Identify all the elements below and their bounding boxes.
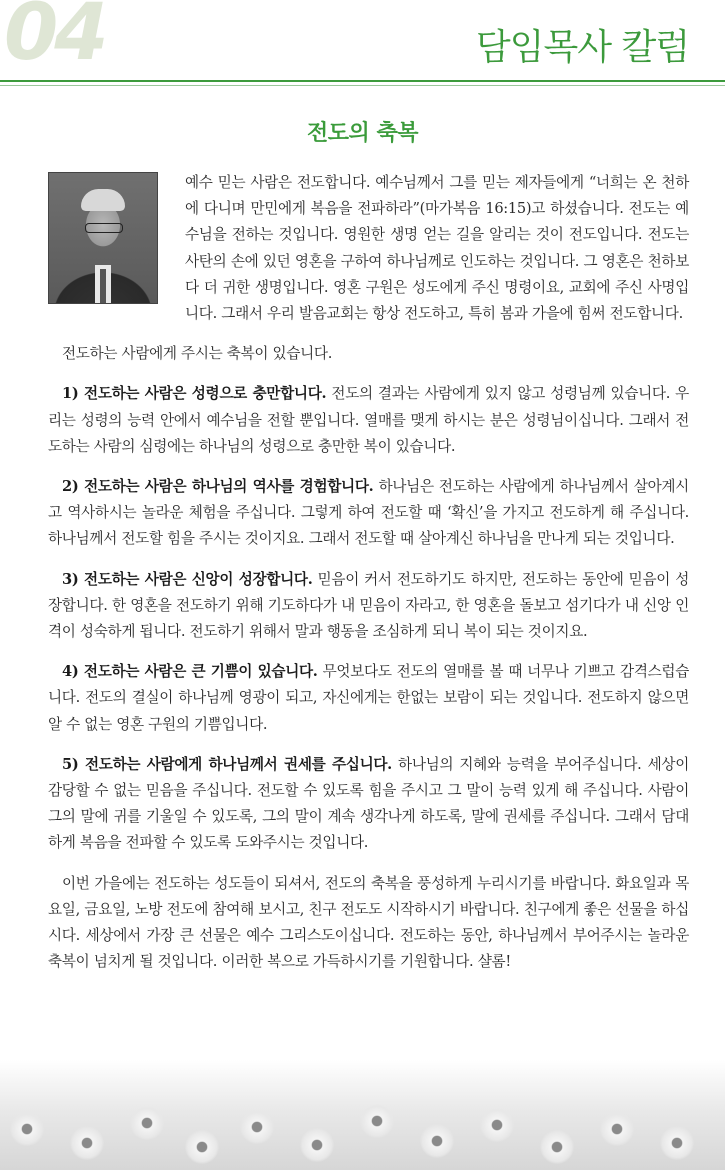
flower-icon	[185, 1130, 219, 1164]
flower-icon	[10, 1112, 44, 1146]
flower-icon	[480, 1108, 514, 1142]
point-heading-5: 5) 전도하는 사람에게 하나님께서 권세를 주십니다.	[62, 755, 392, 773]
point-heading-1: 1) 전도하는 사람은 성령으로 충만합니다.	[62, 385, 327, 403]
article-title: 전도의 축복	[307, 121, 418, 146]
portrait-space	[48, 170, 185, 306]
section-title: 담임목사 칼럼	[475, 27, 689, 68]
article-body	[48, 170, 689, 989]
flower-icon	[600, 1112, 634, 1146]
point-paragraph-2	[48, 474, 689, 553]
flower-icon	[240, 1110, 274, 1144]
point-paragraph-1	[48, 381, 689, 460]
point-heading-2: 2) 전도하는 사람은 하나님의 역사를 경험합니다.	[62, 478, 374, 496]
flower-icon	[130, 1106, 164, 1140]
flower-icon	[360, 1104, 394, 1138]
point-text-5: 하나님의 지혜와 능력을 부어주십니다. 세상이 감당할 수 없는 믿음을 주십니다. 전도할 수 있도록 힘을 주시고 그 말이 능력 있게 해 주십니다. 사람이 그의 말에 귀를 기울일 수 있도록, 그의 말이 계속 생각나게 하도록, 말에 권세를 주십니다. 그래서 담대하게 복음을 전파할 수 있도록 도와주시는 것입니다.	[48, 755, 689, 852]
point-heading-3: 3) 전도하는 사람은 신앙이 성장합니다.	[62, 570, 313, 588]
point-text-3: 믿음이 커서 전도하기도 하지만, 전도하는 동안에 믿음이 성장합니다. 한 영혼을 전도하기 위해 기도하다가 내 믿음이 자라고, 한 영혼을 돌보고 섬기다가 내 신앙 인격이 성숙하게 됩니다. 전도하기 위해서 말과 행동을 조심하게 되니 복이 되는 것이지요.	[48, 570, 689, 641]
page-number: 04	[4, 0, 105, 78]
flower-icon	[660, 1126, 694, 1160]
point-text-1: 전도의 결과는 사람에게 있지 않고 성령님께 있습니다. 우리는 성령의 능력 안에서 예수님을 전할 뿐입니다. 열매를 맺게 하시는 분은 성령님이십니다. 그래서 전도하는 사람의 심령에는 하나님의 성령으로 충만한 복이 있습니다.	[48, 385, 689, 455]
point-paragraph-4	[48, 659, 689, 738]
footer-flowers	[0, 1060, 725, 1170]
intro-paragraph: 예수 믿는 사람은 전도합니다. 예수님께서 그를 믿는 제자들에게 “너희는 온 천하에 다니며 만민에게 복음을 전파하라”(마가복음 16:15)고 하셨습니다. 전도는 예수님을 전하는 것입니다. 영원한 생명 얻는 길을 알리는 것이 전도입니다. 전도는 사탄의 손에 있던 영혼을 구하여 하나님께로 인도하는 것입니다. 그 영혼은 천하보다 더 귀한 생명입니다. 영혼 구원은 성도에게 주신 명령이요, 교회에 주신 사명입니다. 그래서 우리 발음교회는 항상 전도하고, 특히 봄과 가을에 힘써 전도합니다.	[185, 174, 689, 323]
flower-icon	[540, 1130, 574, 1164]
point-text-2: 하나님은 전도하는 사람에게 하나님께서 살아계시고 역사하시는 놀라운 체험을 주십니다. 그렇게 하여 전도할 때 ‘확신’을 가지고 전도하게 해 주십니다. 하나님께서 전도할 힘을 주시는 것이지요. 그래서 전도할 때 살아계신 하나님을 만나게 되는 것입니다.	[48, 478, 689, 548]
point-paragraph-3	[48, 567, 689, 646]
point-paragraph-5	[48, 752, 689, 857]
flower-icon	[70, 1126, 104, 1160]
point-text-4: 무엇보다도 전도의 열매를 볼 때 너무나 기쁘고 감격스럽습니다. 전도의 결실이 하나님께 영광이 되고, 자신에게는 한없는 보람이 되는 것입니다. 전도하지 않으면 알 수 없는 영혼 구원의 기쁨입니다.	[48, 663, 690, 733]
flower-icon	[420, 1124, 454, 1158]
closing-paragraph: 이번 가을에는 전도하는 성도들이 되셔서, 전도의 축복을 풍성하게 누리시기를 바랍니다. 화요일과 목요일, 금요일, 노방 전도에 참여해 보시고, 친구 전도도 시작하시기 바랍니다. 친구에게 좋은 선물을 하십시다. 세상에서 가장 큰 선물은 예수 그리스도이십니다. 전도하는 동안, 하나님께서 부어주시는 놀라운 축복이 넘치게 될 것입니다. 이러한 복으로 가득하시기를 기원합니다. 샬롬!	[48, 874, 689, 971]
lead-paragraph: 전도하는 사람에게 주시는 축복이 있습니다.	[62, 345, 333, 363]
header-divider	[0, 80, 725, 82]
flower-icon	[300, 1128, 334, 1162]
header-divider-thin	[0, 85, 725, 86]
point-heading-4: 4) 전도하는 사람은 큰 기쁨이 있습니다.	[62, 663, 318, 681]
